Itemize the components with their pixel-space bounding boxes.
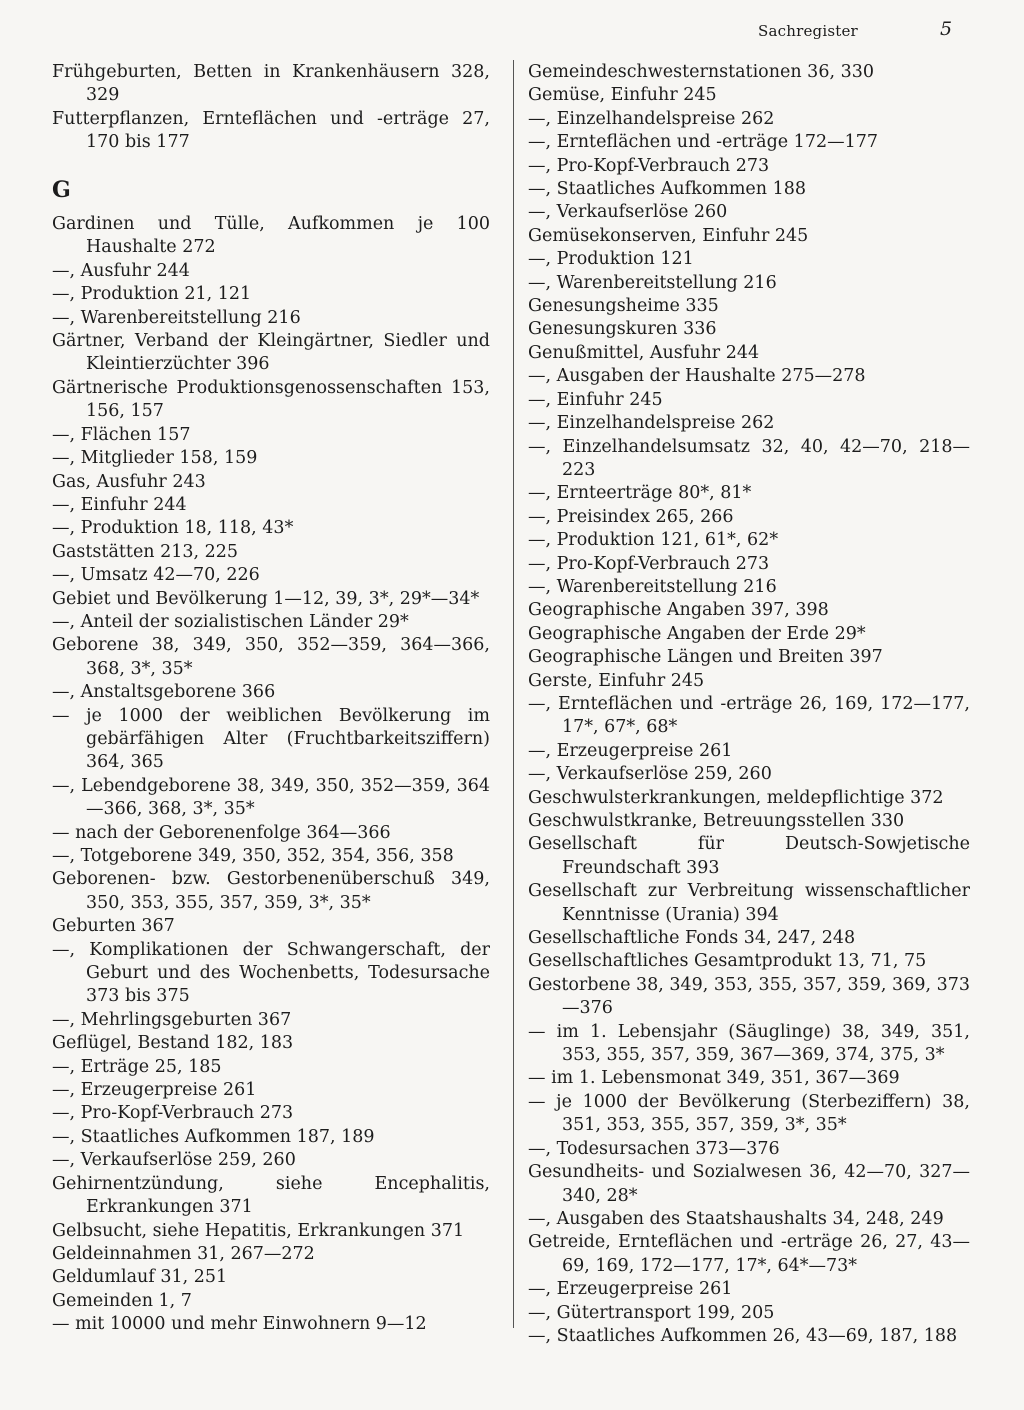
index-entry: —, Staatliches Aufkommen 26, 43—69, 187, 188 [528,1325,958,1346]
index-entry: Geldumlauf 31, 251 [52,1267,228,1288]
index-entry: Gesellschaftliches Gesamtprodukt 13, 71, 75 [528,951,927,972]
index-entry: Futterpflanzen, Ernteflächen und -erträge 27, 170 bis 177 [52,108,490,153]
index-entry: —, Anstaltsgeborene 366 [52,682,276,703]
index-entry: Gehirnentzündung, siehe Encephalitis, Erkrankungen 371 [52,1173,490,1218]
index-entry: Genesungskuren 336 [528,319,717,340]
index-entry: —, Einzelhandelsumsatz 32, 40, 42—70, 218—223 [528,436,970,480]
index-entry: Gärtner, Verband der Kleingärtner, Siedler und Kleintierzüchter 396 [52,331,490,375]
index-entry: —, Warenbereitstellung 216 [528,576,777,597]
index-entry: —, Verkaufserlöse 259, 260 [52,1150,296,1171]
index-entry: Geborene 38, 349, 350, 352—359, 364—366, 368, 3*, 35* [52,635,490,679]
right-column [528,61,970,1348]
index-entry: Frühgeburten, Betten in Krankenhäusern 328, 329 [52,62,490,106]
index-entry: —, Pro-Kopf-Verbrauch 273 [528,553,770,574]
index-entry: —, Staatliches Aufkommen 188 [528,179,807,200]
index-entry: Geographische Angaben der Erde 29* [528,623,866,644]
index-entry: —, Produktion 121, 61*, 62* [528,530,779,551]
index-entry: Gaststätten 213, 225 [52,541,239,562]
index-entry: Getreide, Ernteflächen und -erträge 26, 27, 43—69, 169, 172—177, 17*, 64*—73* [528,1232,970,1276]
index-entry: — im 1. Lebensjahr (Säuglinge) 38, 349, 351, 353, 355, 357, 359, 367—369, 374, 375, 3* [528,1021,970,1066]
index-entry: —, Komplikationen der Schwangerschaft, der Geburt und des Wochenbetts, Todesursache 373 bis 375 [52,939,490,1007]
index-entry: —, Mehrlingsgeburten 367 [52,1009,292,1030]
index-entry: —, Anteil der sozialistischen Länder 29* [52,611,409,632]
column-divider [513,60,514,1328]
index-entry: —, Erzeugerpreise 261 [528,740,733,761]
index-entry: Gemeindeschwesternstationen 36, 330 [528,62,874,82]
index-entry: —, Pro-Kopf-Verbrauch 273 [52,1103,294,1124]
running-header-title: Sachregister [758,22,858,40]
index-entry: —, Preisindex 265, 266 [528,506,734,527]
index-entry: Gelbsucht, siehe Hepatitis, Erkrankungen 371 [52,1220,465,1241]
index-entry: —, Ernteflächen und -erträge 26, 169, 172—177, 17*, 67*, 68* [528,693,970,738]
index-entry: Genußmittel, Ausfuhr 244 [528,342,760,363]
index-entry: Gesellschaftliche Fonds 34, 247, 248 [528,928,856,949]
index-entry: —, Ausfuhr 244 [52,260,190,281]
index-entry: —, Produktion 21, 121 [52,284,252,305]
index-entry: Geldeinnahmen 31, 267—272 [52,1243,315,1264]
index-entry: Gärtnerische Produktionsgenossenschaften 153, 156, 157 [52,377,490,422]
index-entry: —, Ernteerträge 80*, 81* [528,483,752,504]
index-entry: Gebiet und Bevölkerung 1—12, 39, 3*, 29*—34* [52,588,480,609]
index-entry: — im 1. Lebensmonat 349, 351, 367—369 [528,1068,900,1089]
index-entry: —, Erträge 25, 185 [52,1056,222,1077]
index-entry: —, Einfuhr 244 [52,494,187,515]
index-entry: Geschwulstkranke, Betreuungsstellen 330 [528,811,905,831]
index-entry: Gesundheits- und Sozialwesen 36, 42—70, 327—340, 28* [528,1162,970,1206]
index-entry: Gemüse, Einfuhr 245 [528,85,717,106]
index-entry: —, Einzelhandelspreise 262 [528,108,775,129]
index-entry: —, Verkaufserlöse 260 [528,202,728,223]
index-entry: —, Produktion 18, 118, 43* [52,518,294,539]
index-entry: Gesellschaft für Deutsch-Sowjetische Freundschaft 393 [528,834,970,878]
index-entry: —, Einzelhandelspreise 262 [528,413,775,434]
index-entry: — je 1000 der weiblichen Bevölkerung im gebärfähigen Alter (Fruchtbarkeitsziffern) 364, 365 [52,705,490,773]
index-entry: Geographische Angaben 397, 398 [528,600,829,621]
index-entry: Geschwulsterkrankungen, meldepflichtige 372 [528,787,944,808]
index-entry: —, Umsatz 42—70, 226 [52,565,260,586]
left-entries-after-section [52,213,490,1337]
index-entry: Gardinen und Tülle, Aufkommen je 100 Haushalte 272 [52,214,490,258]
index-entry: —, Pro-Kopf-Verbrauch 273 [528,155,770,176]
index-entry: Geborenen- bzw. Gestorbenenüberschuß 349, 350, 353, 355, 357, 359, 3*, 35* [52,869,490,913]
index-entry: —, Ernteflächen und -erträge 172—177 [528,132,878,153]
index-entry: —, Erzeugerpreise 261 [52,1080,257,1101]
index-entry: Geburten 367 [52,916,175,937]
index-entry: —, Ausgaben des Staatshaushalts 34, 248, 249 [528,1208,944,1229]
index-entry: — mit 10000 und mehr Einwohnern 9—12 [52,1314,427,1335]
index-entry: —, Todesursachen 373—376 [528,1138,780,1159]
left-column [52,61,490,1337]
index-entry: Genesungsheime 335 [528,296,719,317]
index-entry: Gestorbene 38, 349, 353, 355, 357, 359, 369, 373—376 [528,974,970,1019]
index-entry: —, Gütertransport 199, 205 [528,1302,775,1323]
index-entry: —, Produktion 121 [528,249,694,270]
index-entry: Geographische Längen und Breiten 397 [528,647,883,668]
page-number: 5 [940,18,953,40]
index-entry: —, Totgeborene 349, 350, 352, 354, 356, 358 [52,846,454,866]
index-entry: —, Flächen 157 [52,424,191,445]
section-letter: G [52,176,71,203]
index-entry: —, Warenbereitstellung 216 [52,307,301,328]
index-entry: —, Ausgaben der Haushalte 275—278 [528,366,866,387]
index-entry: Gesellschaft zur Verbreitung wissenschaftlicher Kenntnisse (Urania) 394 [528,881,970,925]
index-entry: Gas, Ausfuhr 243 [52,471,206,492]
index-entry: —, Einfuhr 245 [528,389,663,410]
index-entry: —, Lebendgeborene 38, 349, 350, 352—359, 364—366, 368, 3*, 35* [52,775,490,820]
index-entry: —, Staatliches Aufkommen 187, 189 [52,1126,375,1147]
index-entry: —, Erzeugerpreise 261 [528,1279,733,1300]
index-entry: — je 1000 der Bevölkerung (Sterbeziffern) 38, 351, 353, 355, 357, 359, 3*, 35* [528,1091,970,1136]
index-entry: Gemeinden 1, 7 [52,1290,192,1311]
index-entry: —, Mitglieder 158, 159 [52,448,258,469]
index-entry: Gemüsekonserven, Einfuhr 245 [528,225,809,246]
index-entry: Geflügel, Bestand 182, 183 [52,1033,294,1054]
right-entries [528,61,970,1348]
left-entries-before-section [52,61,490,155]
index-entry: Gerste, Einfuhr 245 [528,670,705,691]
index-entry: —, Verkaufserlöse 259, 260 [528,764,772,785]
index-entry: —, Warenbereitstellung 216 [528,272,777,293]
index-entry: — nach der Geborenenfolge 364—366 [52,822,391,843]
